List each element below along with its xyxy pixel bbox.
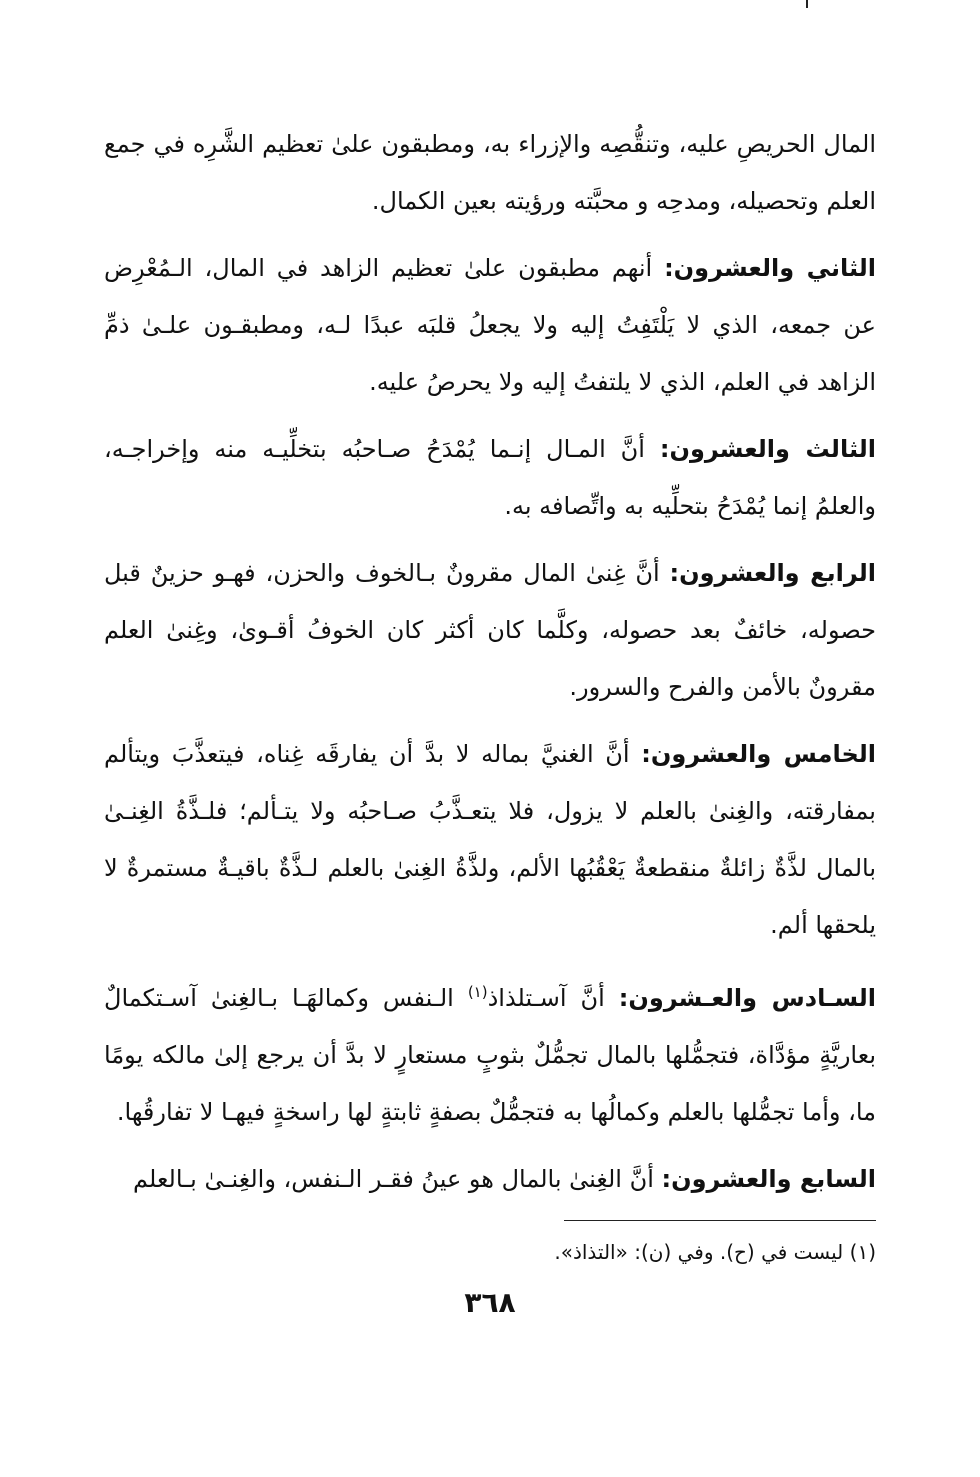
section-text: أنَّ الغِنىٰ بالمال هو عينُ فقـر الـنفس، والغِنـىٰ بـالعلم [133,1165,654,1193]
section-text-after-note: الـنفس وكمالهَـا بـالغِنىٰ آسـتكمالٌ بعاريَّةٍ مؤدَّاة، فتجمُّلها بالمال تجمُّلٌ بثوبٍ مستعارٍ لا بدَّ أن يرجع إلىٰ مالكه يومًا ما، وأما تجمُّلها بالعلم وكمالُها به فتجمُّلٌ بصفةٍ ثابتةٍ لها راسخةٍ فيهـا لا تفارقُها. [104,984,876,1126]
page-body [104,116,876,1218]
section-text-before-note: أنَّ آسـتلذاذ [487,984,605,1012]
footnote: (١) ليست في (ح). وفي (ن): «التذاذ». [554,1240,876,1264]
section-heading: السابع والعشرون: [661,1165,876,1193]
section-23 [104,421,876,535]
section-heading: الرابع والعشرون: [669,559,876,587]
section-heading: الخامس والعشرون: [641,740,876,768]
section-text: أنَّ غِنىٰ المال مقرونٌ بـالخوف والحزن، فهـو حزينٌ قبل حصوله، خائفٌ بعد حصوله، وكلَّما كان أكثر كان الخوفُ أقـوىٰ، وغِنىٰ العلم مقرونٌ بالأمن والفرح والسرور. [104,559,876,701]
section-27 [104,1151,876,1208]
section-text: أنَّ المـال إنـما يُمْدَحُ صـاحبُه بتخلِّيـه منه وإخراجـه، والعلمُ إنما يُمْدَحُ بتحلِّيه به واتِّصافه به. [104,435,876,520]
section-22 [104,240,876,411]
footnote-divider [564,1220,876,1221]
section-26 [104,964,876,1141]
section-25 [104,726,876,954]
page-number: ٣٦٨ [464,1286,516,1319]
footnote-reference: (١) [467,983,488,1001]
section-text: أنهم مطبقون علىٰ تعظيم الزاهد في المال، الـمُعْرِض عن جمعه، الذي لا يَلْتَفِتُ إليه ولا يجعلُ قلبَه عبدًا لـه، ومطبقـون علـىٰ ذمِّ الزاهد في العلم، الذي لا يلتفتُ إليه ولا يحرصُ عليه. [104,254,876,396]
intro-paragraph: المال الحريصِ عليه، وتنقُّصِه والإزراء به، ومطبقون علىٰ تعظيم الشَّرِه في جمع العلم وتحصيله، ومدحِه و محبَّته ورؤيته بعين الكمال. [104,130,876,215]
section-text: أنَّ الغنيَّ بماله لا بدَّ أن يفارقَه غِناه، فيتعذَّبَ ويتألم بمفارقته، والغِنىٰ بالعلم لا يزول، فلا يتعـذَّبُ صـاحبُه ولا يتـألم؛ فلـذَّةُ الغِنـىٰ بالمال لذَّةٌ زائلةٌ منقطعةٌ يَعْقُبُها الألم، ولذَّةُ الغِنىٰ بالعلم لـذَّةٌ باقيـةٌ مستمرةٌ لا يلحقها ألم. [104,740,876,939]
section-heading: الثالث والعشرون: [659,435,876,463]
scan-mark [806,0,808,8]
section-heading: الثاني والعشرون: [664,254,877,282]
section-24 [104,545,876,716]
section-heading: السـادس والعـشرون: [618,984,876,1012]
